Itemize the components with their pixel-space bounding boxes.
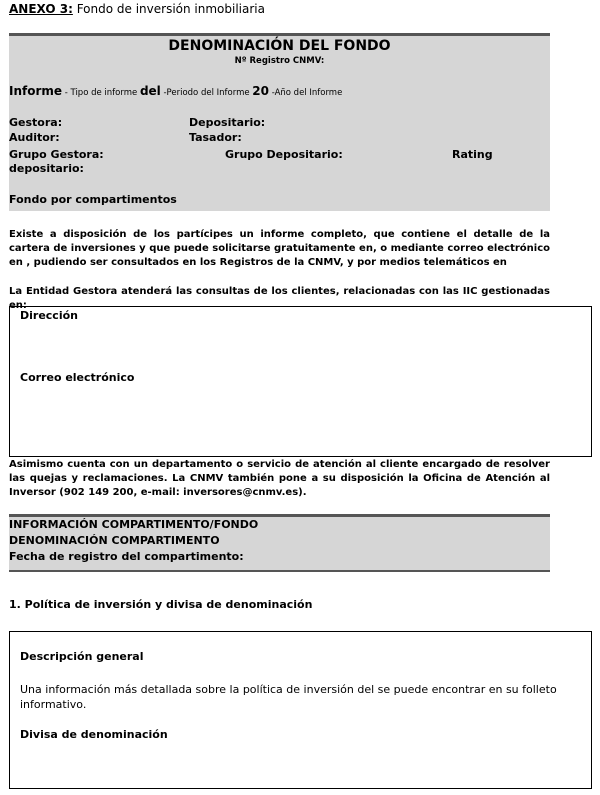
info-paragraph: Existe a disposición de los partícipes un informe completo, que contiene el detalle de la cartera de inversiones y que puede solicitarse gratuitamente en, o mediante correo electrónico en , pudiendo ser consultados en los Registros de la CNMV, y por medios telemáticos en bbox=[9, 229, 550, 268]
descripcion-label: Descripción general bbox=[20, 650, 144, 663]
rating-depositario-label: depositario: bbox=[9, 162, 84, 175]
divisa-label: Divisa de denominación bbox=[20, 728, 168, 741]
anio-informe: -Año del Informe bbox=[269, 88, 343, 98]
section-heading: 1. Política de inversión y divisa de denominación bbox=[9, 598, 313, 611]
compartimentos-label: Fondo por compartimentos bbox=[9, 193, 177, 206]
informe-label: Informe bbox=[9, 84, 63, 98]
fund-title: DENOMINACIÓN DEL FONDO bbox=[168, 38, 391, 54]
denominacion-compartimento: DENOMINACIÓN COMPARTIMENTO bbox=[9, 534, 220, 547]
fund-info-box bbox=[9, 33, 550, 211]
fecha-registro: Fecha de registro del compartimento: bbox=[9, 550, 244, 563]
annex-title: Fondo de inversión inmobiliaria bbox=[72, 2, 265, 16]
tipo-informe: - Tipo de informe bbox=[62, 88, 140, 98]
info-compartimento: INFORMACIÓN COMPARTIMENTO/FONDO bbox=[9, 518, 259, 531]
grupo-gestora-label: Grupo Gestora: bbox=[9, 148, 104, 161]
del-label: del bbox=[139, 84, 161, 98]
correo-label: Correo electrónico bbox=[20, 371, 135, 384]
year-prefix: 20 bbox=[252, 84, 269, 98]
annex-header bbox=[9, 2, 265, 16]
rating-label: Rating bbox=[452, 148, 493, 161]
registro-cnmv: Nº Registro CNMV: bbox=[234, 56, 325, 66]
direccion-label: Dirección bbox=[20, 309, 78, 322]
policy-box bbox=[9, 631, 592, 789]
gestora-label: Gestora: bbox=[9, 116, 63, 129]
informe-line bbox=[9, 84, 342, 98]
contact-box bbox=[9, 306, 592, 457]
consultas-paragraph: La Entidad Gestora atenderá las consultas de los clientes, relacionadas con las IIC gestionadas en: bbox=[9, 286, 550, 311]
periodo-informe: -Periodo del Informe bbox=[160, 88, 253, 98]
policy-text: Una información más detallada sobre la política de inversión del se puede encontrar en su folleto informativo. bbox=[20, 683, 557, 711]
tasador-label: Tasador: bbox=[189, 131, 242, 144]
atencion-paragraph: Asimismo cuenta con un departamento o servicio de atención al cliente encargado de resolver las quejas y reclamaciones. La CNMV también pone a su disposición la Oficina de Atención al Inversor (902 149 200, e-mail: inversores@cnmv.es). bbox=[9, 459, 550, 498]
annex-number: ANEXO 3: bbox=[9, 2, 73, 16]
auditor-label: Auditor: bbox=[9, 131, 60, 144]
grupo-depositario-label: Grupo Depositario: bbox=[225, 148, 343, 161]
depositario-label: Depositario: bbox=[189, 116, 266, 129]
compartimento-box bbox=[9, 514, 550, 572]
